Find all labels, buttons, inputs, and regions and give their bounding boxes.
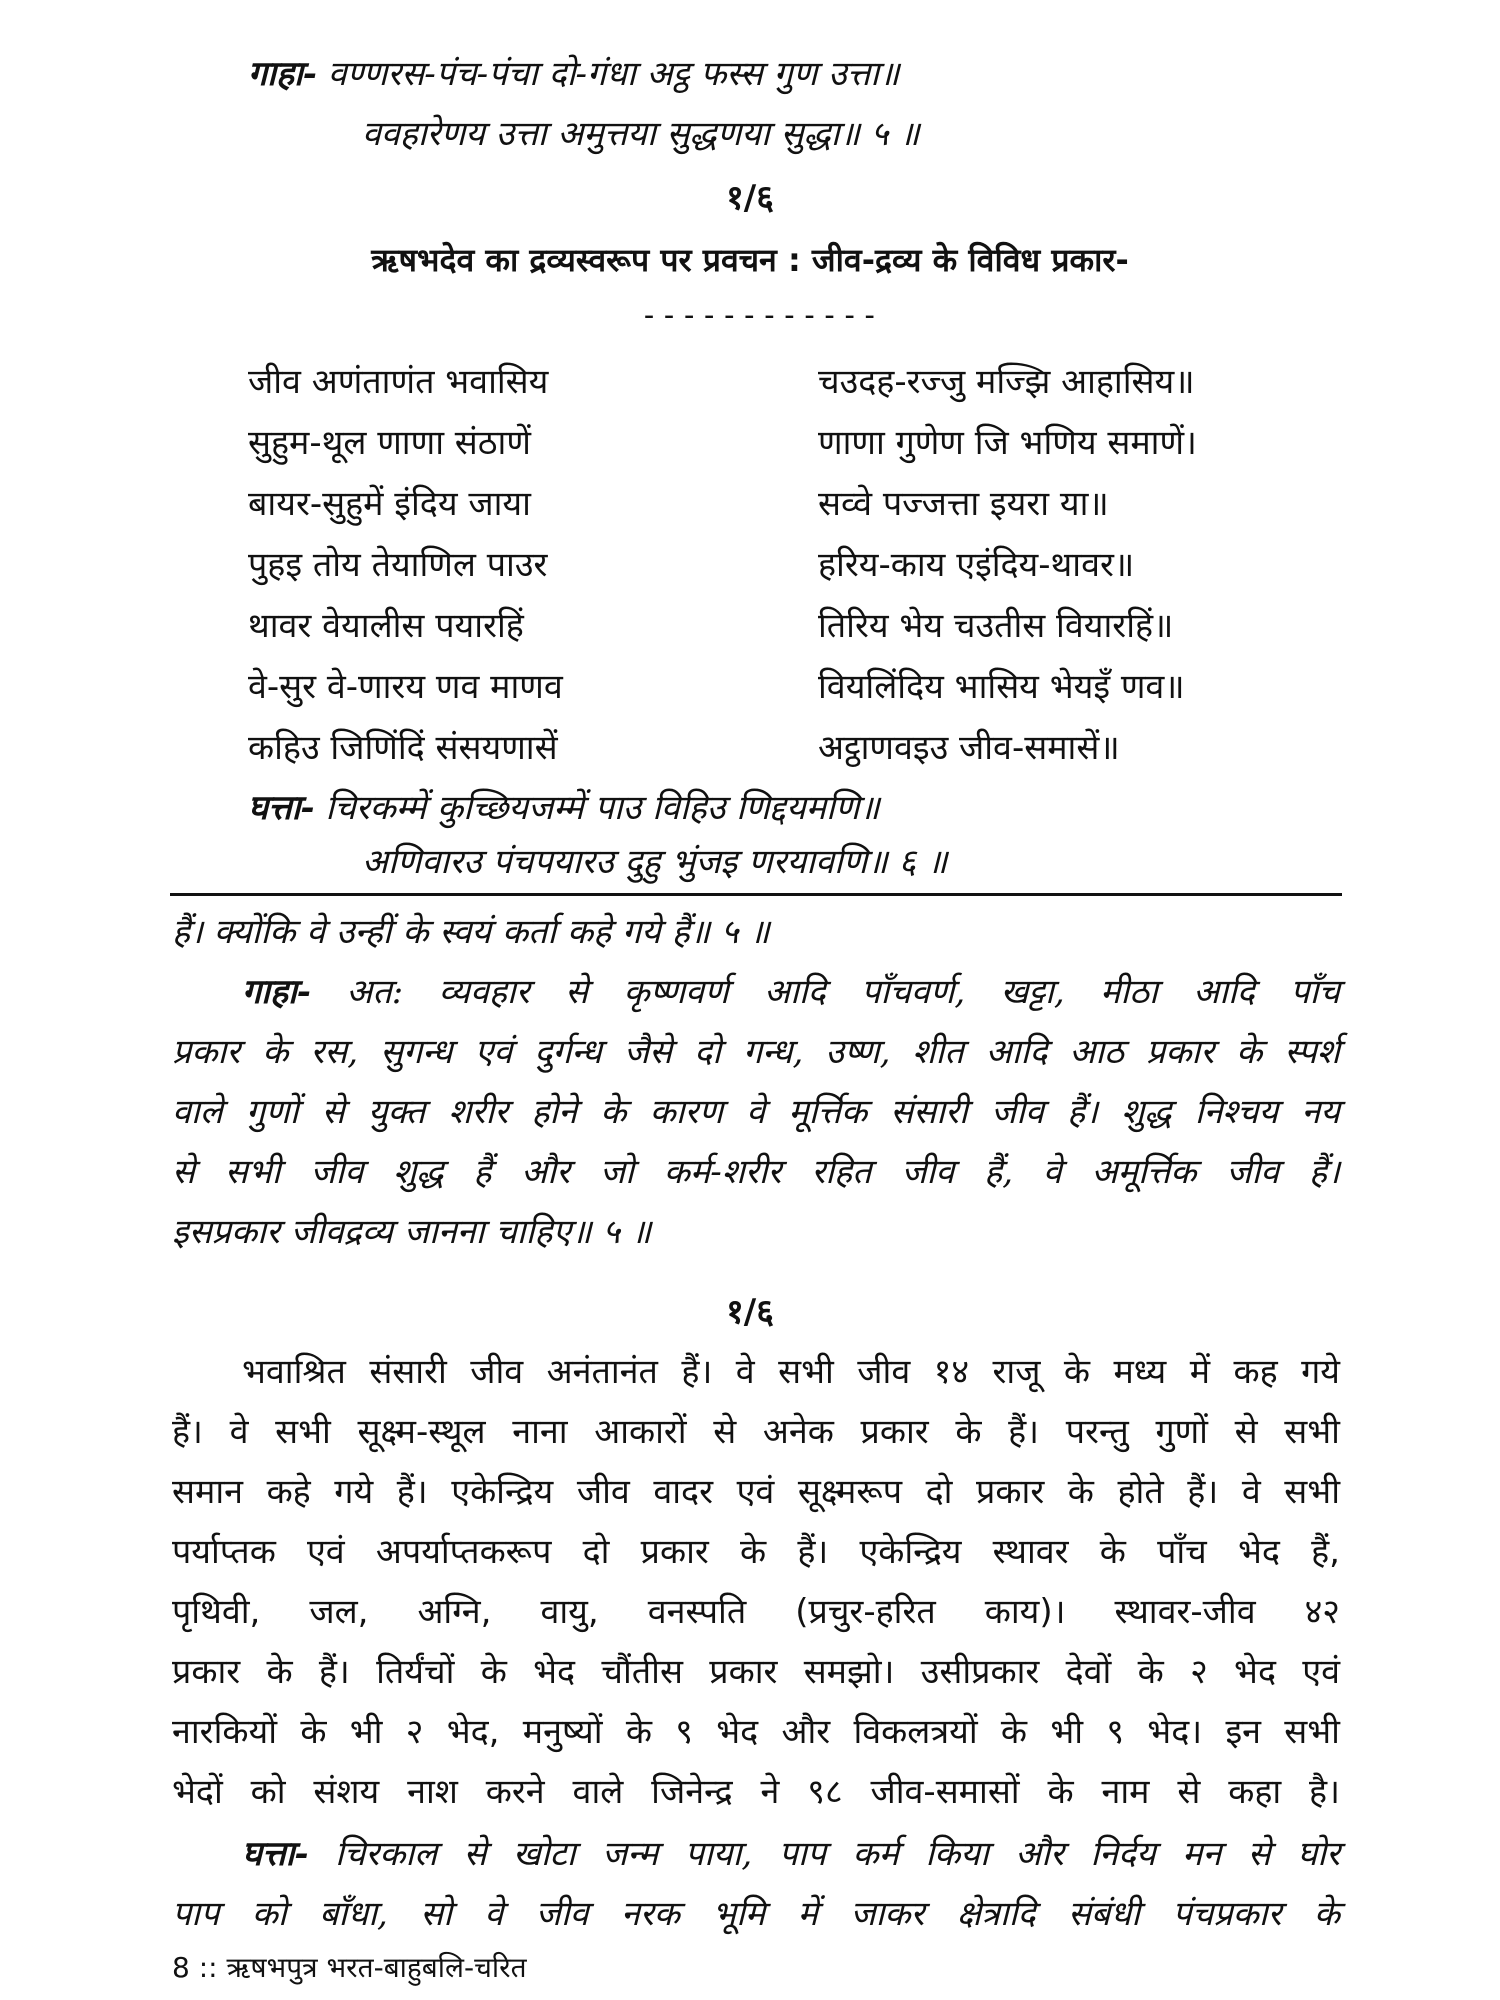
ghatta-verse-label: घत्ता- — [248, 788, 315, 828]
gatha-commentary-line: वाले गुणों से युक्त शरीर होने के कारण वे मूर्त्तिक संसारी जीव हैं। शुद्ध निश्चय नय — [172, 1092, 1340, 1132]
section-number-2: १/६ — [726, 1292, 774, 1332]
gatha-commentary-text-1: अत: व्यवहार से कृष्णवर्ण आदि पाँचवर्ण, खट्टा, मीठा आदि पाँच — [346, 972, 1340, 1012]
top-gatha-label: गाहा- — [248, 54, 317, 94]
verse-left: वे-सुर वे-णारय णव माणव — [248, 667, 563, 707]
prose-line: समान कहे गये हैं। एकेन्द्रिय जीव वादर एवं सूक्ष्मरूप दो प्रकार के होते हैं। वे सभी — [172, 1472, 1340, 1512]
gatha-commentary-line: इसप्रकार जीवद्रव्य जानना चाहिए॥ ५ ॥ — [172, 1212, 652, 1252]
prose-line: भवाश्रित संसारी जीव अनंतानंत हैं। वे सभी जीव १४ राजू के मध्य में कह गये — [242, 1352, 1340, 1392]
ghatta-commentary-text-1: चिरकाल से खोटा जन्म पाया, पाप कर्म किया और निर्दय मन से घोर — [334, 1834, 1340, 1874]
commentary-carry-line: हैं। क्योंकि वे उन्हीं के स्वयं कर्ता कहे गये हैं॥ ५ ॥ — [172, 912, 770, 952]
gatha-commentary-line-1 — [242, 970, 1340, 1014]
section-title: ऋषभदेव का द्रव्यस्वरूप पर प्रवचन : जीव-द्रव्य के विविध प्रकार- — [371, 241, 1129, 279]
verse-right: तिरिय भेय चउतीस वियारहिं॥ — [818, 606, 1174, 646]
top-gatha-line-2: ववहारेणय उत्ता अमुत्तया सुद्धणया सुद्धा॥ ५ ॥ — [362, 114, 920, 154]
top-gatha-text-1: वण्णरस-पंच-पंचा दो-गंधा अट्ठ फस्स गुण उत्ता॥ — [327, 54, 900, 94]
prose-line: पर्याप्तक एवं अपर्याप्तकरूप दो प्रकार के हैं। एकेन्द्रिय स्थावर के पाँच भेद हैं, — [172, 1532, 1340, 1572]
prose-line: प्रकार के हैं। तिर्यंचों के भेद चौंतीस प्रकार समझो। उसीप्रकार देवों के २ भेद एवं — [172, 1652, 1340, 1692]
title-underline: ------------ — [640, 298, 881, 333]
verse-left: सुहुम-थूल णाणा संठाणें — [248, 423, 531, 463]
ghatta-verse-line-2: अणिवारउ पंचपयारउ दुहु भुंजइ णरयावणि॥ ६ ॥ — [362, 842, 948, 882]
ghatta-commentary-line-1 — [242, 1832, 1340, 1876]
prose-line: भेदों को संशय नाश करने वाले जिनेन्द्र ने ९८ जीव-समासों के नाम से कहा है। — [172, 1772, 1340, 1812]
top-gatha-line-1 — [248, 52, 899, 96]
prose-line: नारकियों के भी २ भेद, मनुष्यों के ९ भेद और विकलत्रयों के भी ९ भेद। इन सभी — [172, 1712, 1340, 1752]
ghatta-commentary-line: पाप को बाँधा, सो वे जीव नरक भूमि में जाकर क्षेत्रादि संबंधी पंचप्रकार के — [172, 1894, 1340, 1934]
gatha-commentary-line: प्रकार के रस, सुगन्ध एवं दुर्गन्ध जैसे दो गन्ध, उष्ण, शीत आदि आठ प्रकार के स्पर्श — [172, 1032, 1340, 1072]
verse-left: कहिउ जिणिंदिं संसयणासें — [248, 728, 558, 768]
verse-right: चउदह-रज्जु मज्झि आहासिय॥ — [818, 362, 1195, 402]
verse-right: हरिय-काय एइंदिय-थावर॥ — [818, 545, 1135, 585]
verse-right: अट्ठाणवइउ जीव-समासें॥ — [818, 728, 1120, 768]
prose-line: हैं। वे सभी सूक्ष्म-स्थूल नाना आकारों से अनेक प्रकार के हैं। परन्तु गुणों से सभी — [172, 1412, 1340, 1452]
ghatta-verse-line-1 — [248, 786, 880, 830]
verse-left: पुहइ तोय तेयाणिल पाउर — [248, 545, 548, 585]
ghatta-verse-text-1: चिरकम्में कुच्छियजम्में पाउ विहिउ णिद्दयमणि॥ — [325, 788, 880, 828]
section-number-1: १/६ — [726, 178, 774, 218]
prose-line: पृथिवी, जल, अग्नि, वायु, वनस्पति (प्रचुर-हरित काय)। स्थावर-जीव ४२ — [172, 1592, 1340, 1632]
gatha-commentary-label: गाहा- — [242, 972, 311, 1012]
ghatta-commentary-label: घत्ता- — [242, 1834, 309, 1874]
verse-left: जीव अणंताणंत भवासिय — [248, 362, 549, 402]
verse-right: सव्वे पज्जत्ता इयरा या॥ — [818, 484, 1109, 524]
gatha-commentary-line: से सभी जीव शुद्ध हैं और जो कर्म-शरीर रहित जीव हैं, वे अमूर्त्तिक जीव हैं। — [172, 1152, 1340, 1192]
page-footer: 8 :: ऋषभपुत्र भरत-बाहुबलि-चरित — [172, 1951, 527, 1984]
verse-right: वियलिंदिय भासिय भेयइँ णव॥ — [818, 667, 1185, 707]
commentary-divider — [170, 893, 1342, 896]
verse-right: णाणा गुणेण जि भणिय समाणें। — [818, 423, 1197, 463]
verse-left: बायर-सुहुमें इंदिय जाया — [248, 484, 531, 524]
verse-left: थावर वेयालीस पयारहिं — [248, 606, 524, 646]
